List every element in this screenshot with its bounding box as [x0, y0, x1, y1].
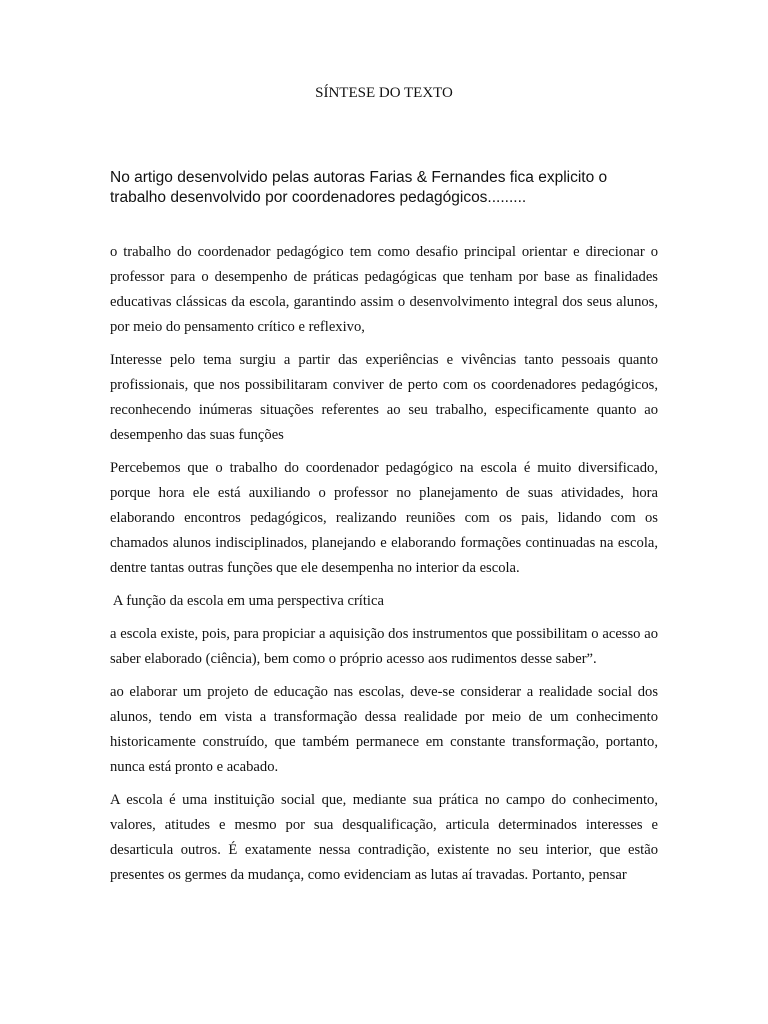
document-body: [110, 240, 658, 896]
paragraph-school-purpose: a escola existe, pois, para propiciar a aquisição dos instrumentos que possibilitam o acesso ao saber elaborado (ciência), bem como o próprio acesso aos rudimentos desse saber”.: [110, 626, 658, 667]
paragraph-diversified-work: Percebemos que o trabalho do coordenador pedagógico na escola é muito diversificado, porque hora ele está auxiliando o professor no planejamento de suas atividades, hora elaborando encontros pedagógicos, realizando reuniões com os pais, lidando com os chamados alunos indisciplinados, planejando e elaborando formações continuadas na escola, dentre tantas outras funções que ele desempenha no interior da escola.: [110, 460, 658, 576]
paragraph-interest: Interesse pelo tema surgiu a partir das experiências e vivências tanto pessoais quanto profissionais, que nos possibilitaram conviver de perto com os coordenadores pedagógicos, reconhecendo inúmeras situações referentes ao seu trabalho, especificamente quanto ao desempenho das suas funções: [110, 352, 658, 443]
document-title: SÍNTESE DO TEXTO: [315, 85, 453, 101]
paragraph-coordinator-challenge: o trabalho do coordenador pedagógico tem como desafio principal orientar e direcionar o professor para o desempenho de práticas pedagógicas que tenham por base as finalidades educativas clássicas da escola, garantindo assim o desenvolvimento integral dos seus alunos, por meio do pensamento crítico e reflexivo,: [110, 244, 658, 335]
paragraph-education-project: ao elaborar um projeto de educação nas escolas, deve-se considerar a realidade social dos alunos, tendo em vista a transformação dessa realidade por meio de um conhecimento historicamente construído, que também permanece em constante transformação, portanto, nunca está pronto e acabado.: [110, 684, 658, 775]
paragraph-school-institution: A escola é uma instituição social que, mediante sua prática no campo do conhecimento, valores, atitudes e mesmo por sua desqualificação, articula determinados interesses e desarticula outros. É exatamente nessa contradição, existente no seu interior, que estão presentes os germes da mudança, como evidenciam as lutas aí travadas. Portanto, pensar: [110, 792, 658, 883]
intro-paragraph: No artigo desenvolvido pelas autoras Farias & Fernandes fica explicito o trabalho desenvolvido por coordenadores pedagógicos.........: [110, 169, 608, 206]
section-heading: A função da escola em uma perspectiva crítica: [110, 593, 384, 609]
